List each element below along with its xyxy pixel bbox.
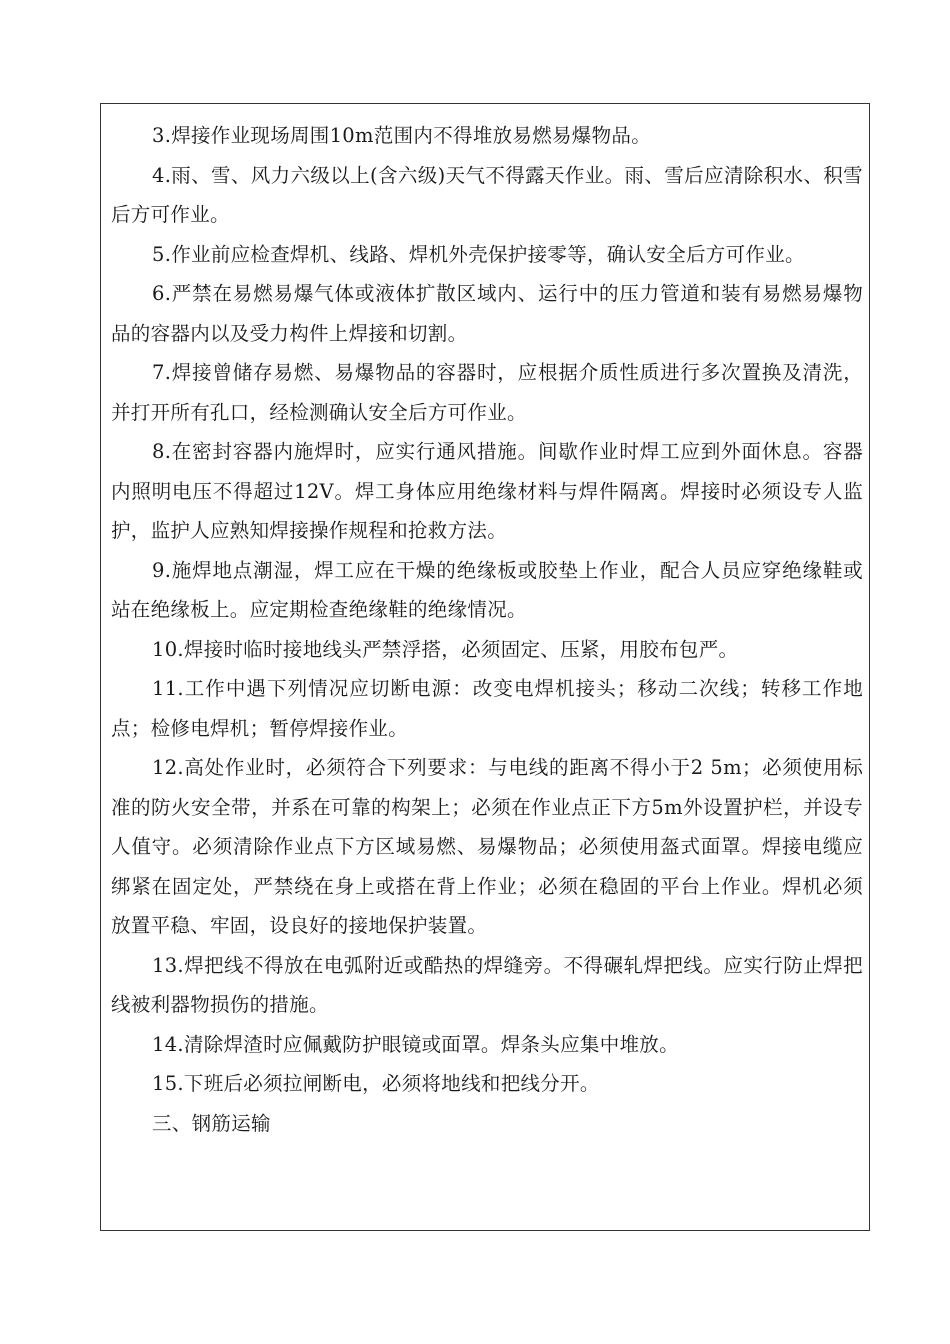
paragraph-item-12: 12.高处作业时，必须符合下列要求：与电线的距离不得小于2 5m；必须使用标准的防火安全带，并系在可靠的构架上；必须在作业点正下方5m外设置护栏，并设专人值守。必须清除作业点下方区域易燃、易爆物品；必须使用盔式面罩。焊接电缆应绑紧在固定处，严禁绕在身上或搭在背上作业；必须在稳固的平台上作业。焊机必须放置平稳、牢固，设良好的接地保护装置。 (111, 756, 863, 937)
paragraph-item-9: 9.施焊地点潮湿，焊工应在干燥的绝缘板或胶垫上作业，配合人员应穿绝缘鞋或站在绝缘板上。应定期检查绝缘鞋的绝缘情况。 (111, 558, 863, 621)
paragraph-item-8: 8.在密封容器内施焊时，应实行通风措施。间歇作业时焊工应到外面休息。容器内照明电压不得超过12V。焊工身体应用绝缘材料与焊件隔离。焊接时必须设专人监护，监护人应熟知焊接操作规程和抢救方法。 (111, 440, 863, 542)
paragraph-item-11: 11.工作中遇下列情况应切断电源：改变电焊机接头；移动二次线；转移工作地点；检修电焊机；暂停焊接作业。 (111, 677, 863, 740)
paragraph-item-13: 13.焊把线不得放在电弧附近或酷热的焊缝旁。不得碾轧焊把线。应实行防止焊把线被利器物损伤的措施。 (111, 953, 863, 1016)
paragraph-item-3: 3.焊接作业现场周围10m范围内不得堆放易燃易爆物品。 (152, 124, 652, 147)
paragraph-item-6: 6.严禁在易燃易爆气体或液体扩散区域内、运行中的压力管道和装有易燃易爆物品的容器内以及受力构件上焊接和切割。 (111, 282, 863, 345)
document-frame (100, 103, 870, 1231)
section-heading: 三、钢筋运输 (152, 1111, 271, 1135)
paragraph-item-15: 15.下班后必须拉闸断电，必须将地线和把线分开。 (152, 1072, 600, 1095)
paragraph-item-14: 14.清除焊渣时应佩戴防护眼镜或面罩。焊条头应集中堆放。 (152, 1032, 679, 1056)
document-body (111, 116, 863, 1143)
paragraph-item-7: 7.焊接曾储存易燃、易爆物品的容器时，应根据介质性质进行多次置换及清洗，并打开所有孔口，经检测确认安全后方可作业。 (111, 361, 863, 424)
paragraph-item-5: 5.作业前应检查焊机、线路、焊机外壳保护接零等，确认安全后方可作业。 (152, 242, 805, 266)
paragraph-item-4: 4.雨、雪、风力六级以上(含六级)天气不得露天作业。雨、雪后应清除积水、积雪后方可作业。 (111, 163, 863, 226)
paragraph-item-10: 10.焊接时临时接地线头严禁浮搭，必须固定、压紧，用胶布包严。 (152, 637, 739, 661)
